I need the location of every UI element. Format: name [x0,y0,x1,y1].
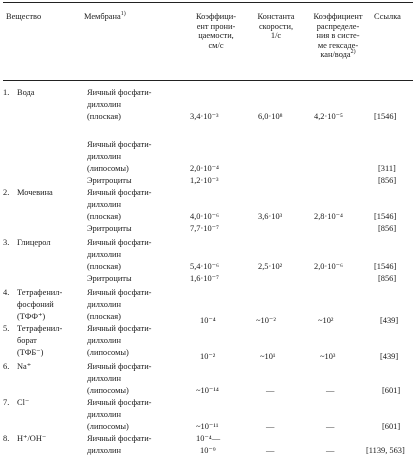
header-rate-line: Константа [257,12,295,21]
membrane-line: Яичный фосфати- [87,324,152,333]
membrane-line: дилхолин [87,100,122,109]
membrane-line: Яичный фосфати- [87,398,152,407]
rate-constant-value: — [266,446,275,455]
header-partition-line [303,50,373,60]
substance-name: Na⁺ [17,362,32,371]
reference-value: [1546] [374,262,397,271]
membrane-line: Яичный фосфати- [87,362,152,371]
rate-constant-value: ~10¹ [260,352,276,361]
membrane-line: (плоская) [87,212,121,221]
header-membrane [84,12,126,22]
membrane-line: Эритроциты [87,176,132,185]
row-number: 1. [3,88,10,97]
membrane-line: дилхолин [87,374,122,383]
membrane-line: Эритроциты [87,274,132,283]
reference-value: [601] [382,422,401,431]
substance-name: Глицерол [17,238,51,247]
row-number: 4. [3,288,10,297]
rate-constant-value: — [266,386,275,395]
rate-constant-value: 2,5·10² [258,262,283,271]
membrane-line: (липосомы) [87,164,129,173]
partition-value: — [326,386,335,395]
membrane-line: дилхолин [87,200,122,209]
membrane-line: дилхолин [87,152,122,161]
partition-value: ~10³ [320,352,336,361]
membrane-line: Яичный фосфати- [87,140,152,149]
header-substance: Вещество [6,12,42,21]
permeability-value: 1,2·10⁻³ [190,176,219,185]
header-reference: Ссылка [374,12,401,21]
table-top-rule [3,2,413,3]
permeability-value: 3,4·10⁻³ [190,112,219,121]
header-perm-line: Коэффици- [195,12,237,21]
substance-name: фосфоний [17,300,54,309]
reference-value: [1139, 563] [366,446,405,455]
row-number: 6. [3,362,10,371]
permeability-value: 10⁻⁴— [196,434,221,443]
header-partition-coef [303,12,373,60]
row-number: 2. [3,188,10,197]
substance-name: (ТФБ⁻) [17,348,44,357]
header-permeability [185,12,247,50]
permeability-value: 5,4·10⁻⁶ [190,262,219,271]
header-bottom-rule [3,80,413,81]
membrane-line: Эритроциты [87,224,132,233]
partition-value: 2,0·10⁻⁶ [314,262,343,271]
membrane-line: Яичный фосфати- [87,288,152,297]
substance-name: Мочевина [17,188,53,197]
header-perm-line: цаемости, [198,31,234,41]
partition-value: 4,2·10⁻⁵ [314,112,343,121]
permeability-value: 2,0·10⁻⁴ [190,164,219,173]
header-rate-line: скорости, [258,21,294,31]
membrane-line: дилхолин [87,446,122,455]
reference-value: [856] [378,274,397,283]
header-perm-line: ент прони- [196,21,236,31]
reference-value: [439] [380,352,399,361]
partition-value: — [326,422,335,431]
header-partition-last: кан/вода [320,50,351,60]
substance-name: H⁺/OH⁻ [17,434,47,443]
reference-value: [856] [378,224,397,233]
reference-value: [1546] [374,112,397,121]
substance-name: Тетрафенил- [17,324,63,333]
membrane-line: (плоская) [87,112,121,121]
membrane-line: дилхолин [87,410,122,419]
membrane-line: Яичный фосфати- [87,188,152,197]
rate-constant-value: — [266,422,275,431]
header-membrane-label: Мембрана [84,12,121,21]
row-number: 3. [3,238,10,247]
membrane-line: дилхолин [87,250,122,259]
partition-value: 2,8·10⁻⁴ [314,212,343,221]
header-rate-line: 1/с [270,31,282,41]
substance-name: борат [17,336,37,345]
permeability-value-lower: 10⁻⁹ [200,446,216,455]
reference-value: [1546] [374,212,397,221]
header-partition-line: Коэффициент [313,12,363,21]
header-partition-line: ния в систе- [316,31,360,41]
permeability-value: 10⁻⁴ [200,316,216,325]
membrane-line: Яичный фосфати- [87,238,152,247]
substance-name: Вода [17,88,35,97]
reference-value: [601] [382,386,401,395]
header-perm-line: см/с [208,40,224,50]
membrane-line: Яичный фосфати- [87,434,152,443]
membrane-line: (плоская) [87,312,121,321]
membrane-line: (липосомы) [87,386,129,395]
header-membrane-note: 1) [120,11,126,18]
permeability-value: 1,6·10⁻⁷ [190,274,219,283]
header-partition-line: ме гексаде- [317,40,359,50]
permeability-value: 10⁻² [200,352,216,361]
row-number: 7. [3,398,10,407]
partition-value: — [326,446,335,455]
permeability-value: ~10⁻¹¹ [196,422,219,431]
header-rate-constant [246,12,306,41]
row-number: 8. [3,434,10,443]
substance-name: Тетрафенил- [17,288,63,297]
membrane-line: Яичный фосфати- [87,88,152,97]
rate-constant-value: 3,6·10³ [258,212,283,221]
membrane-line: дилхолин [87,300,122,309]
permeability-value: 4,0·10⁻⁶ [190,212,219,221]
rate-constant-value: 6,0·10⁸ [258,112,283,121]
row-number: 5. [3,324,10,333]
reference-value: [311] [378,164,396,173]
substance-name: Cl⁻ [17,398,30,407]
substance-name: (ТФФ⁺) [17,312,46,321]
permeability-value: ~10⁻¹⁴ [196,386,219,395]
header-partition-line: распределе- [316,21,360,31]
membrane-line: (липосомы) [87,348,129,357]
rate-constant-value: ~10⁻² [256,316,276,325]
header-partition-note: 2) [350,49,356,56]
membrane-line: (липосомы) [87,422,129,431]
reference-value: [856] [378,176,397,185]
membrane-line: дилхолин [87,336,122,345]
partition-value: ~10² [318,316,334,325]
reference-value: [439] [380,316,399,325]
membrane-line: (плоская) [87,262,121,271]
permeability-value: 7,7·10⁻⁷ [190,224,219,233]
